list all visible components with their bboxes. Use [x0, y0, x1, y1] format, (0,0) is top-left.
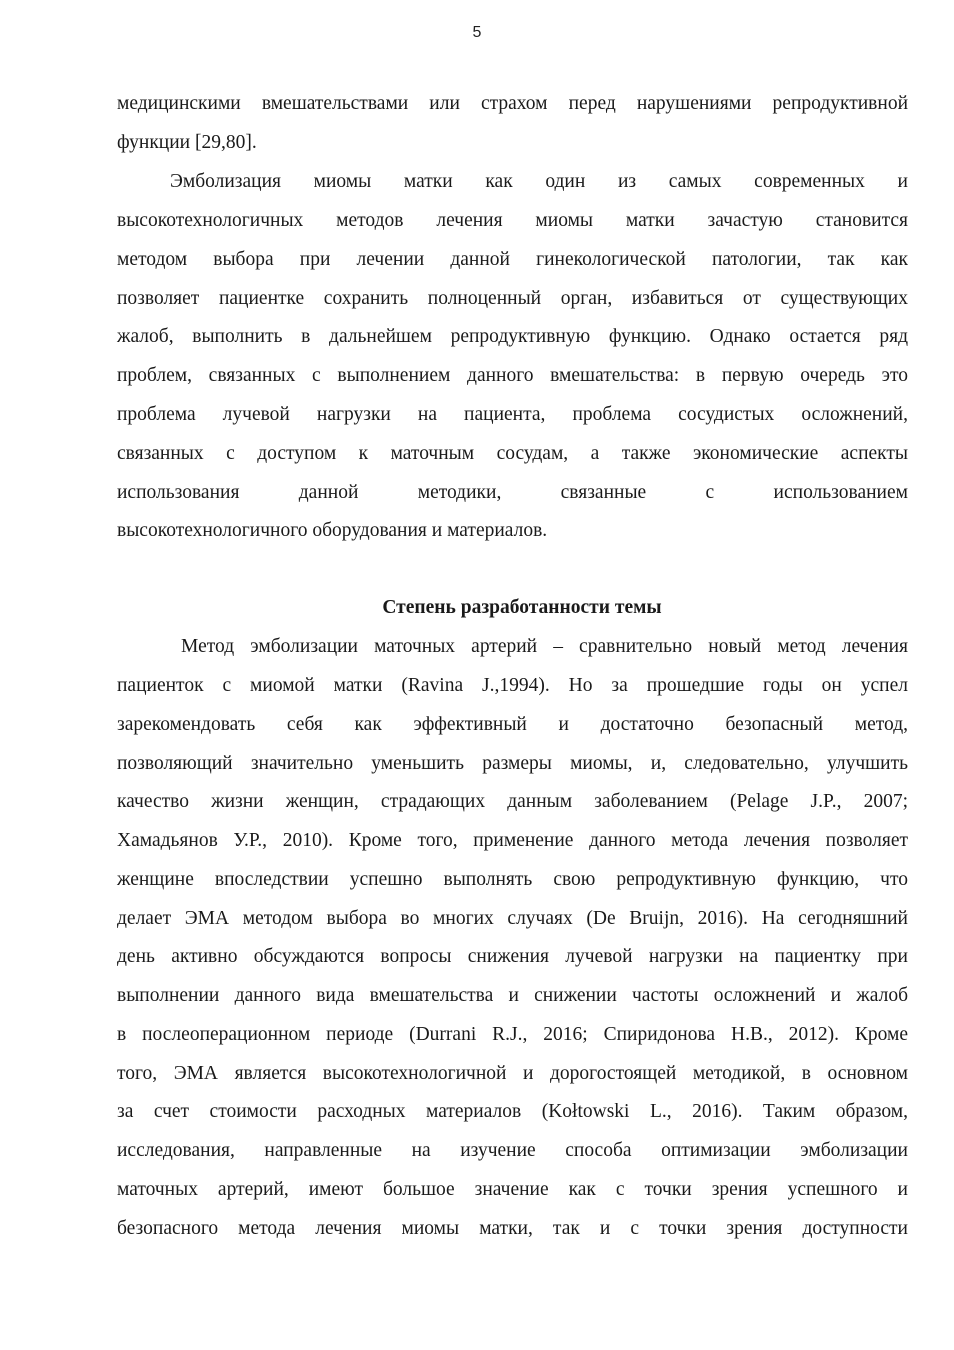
- text-line: того, ЭМА является высокотехнологичной и дорогостоящей методикой, в основном: [117, 1063, 908, 1084]
- text-line: безопасного метода лечения миомы матки, так и с точки зрения доступности: [117, 1218, 908, 1239]
- text-line: позволяет пациентке сохранить полноценный орган, избавиться от существующих: [117, 288, 908, 309]
- text-line: качество жизни женщин, страдающих данным заболеванием (Pelage J.P., 2007;: [117, 791, 908, 812]
- text-line: за счет стоимости расходных материалов (Kołtowski L., 2016). Таким образом,: [117, 1101, 908, 1122]
- text-line: проблем, связанных с выполнением данного вмешательства: в первую очередь это: [117, 365, 908, 386]
- text-line: медицинскими вмешательствами или страхом перед нарушениями репродуктивной: [117, 93, 908, 114]
- text-line: методом выбора при лечении данной гинекологической патологии, так как: [117, 249, 908, 270]
- text-line: исследования, направленные на изучение способа оптимизации эмболизации: [117, 1140, 908, 1161]
- text-line: жалоб, выполнить в дальнейшем репродуктивную функцию. Однако остается ряд: [117, 326, 908, 347]
- text-line: маточных артерий, имеют большое значение как с точки зрения успешного и: [117, 1179, 908, 1200]
- text-line: связанных с доступом к маточным сосудам, а также экономические аспекты: [117, 443, 908, 464]
- text-line: делает ЭМА методом выбора во многих случаях (De Bruijn, 2016). На сегодняшний: [117, 908, 908, 929]
- section-heading: Степень разработанности темы: [382, 597, 662, 618]
- text-line: пациенток с миомой матки (Ravina J.,1994). Но за прошедшие годы он успел: [117, 675, 908, 696]
- text-line: Метод эмболизации маточных артерий – сравнительно новый метод лечения: [181, 636, 908, 657]
- text-line: день активно обсуждаются вопросы снижения лучевой нагрузки на пациентку при: [117, 946, 908, 967]
- text-line: позволяющий значительно уменьшить размеры миомы, и, следовательно, улучшить: [117, 753, 908, 774]
- text-line: Эмболизация миомы матки как один из самых современных и: [170, 171, 908, 192]
- text-line: использования данной методики, связанные с использованием: [117, 482, 908, 503]
- text-line: высокотехнологичного оборудования и материалов.: [117, 520, 548, 541]
- text-line: женщине впоследствии успешно выполнять свою репродуктивную функцию, что: [117, 869, 908, 890]
- text-line: в послеоперационном периоде (Durrani R.J., 2016; Спиридонова Н.В., 2012). Кроме: [117, 1024, 908, 1045]
- text-line: Хамадьянов У.Р., 2010). Кроме того, применение данного метода лечения позволяет: [117, 830, 908, 851]
- text-line: выполнении данного вида вмешательства и снижении частоты осложнений и жалоб: [117, 985, 908, 1006]
- text-line: функции [29,80].: [117, 132, 257, 153]
- text-line: зарекомендовать себя как эффективный и достаточно безопасный метод,: [117, 714, 908, 735]
- text-line: проблема лучевой нагрузки на пациента, проблема сосудистых осложнений,: [117, 404, 908, 425]
- text-line: высокотехнологичных методов лечения миомы матки зачастую становится: [117, 210, 908, 231]
- page-number: 5: [472, 24, 482, 41]
